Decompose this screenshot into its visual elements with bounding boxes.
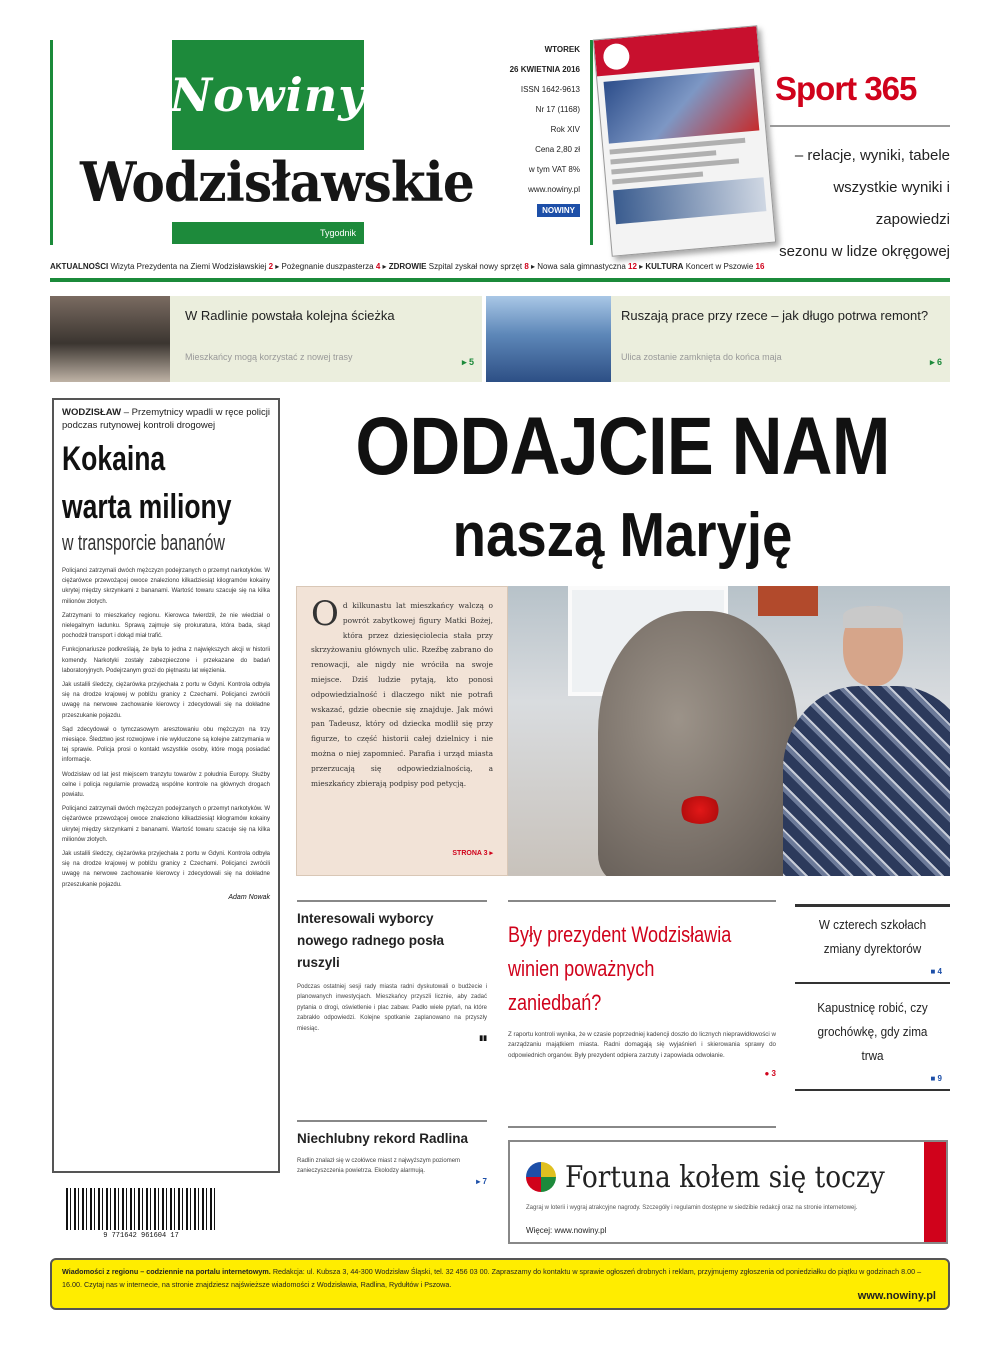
red-story-rule <box>508 900 776 902</box>
left-story-headline: Kokaina <box>62 440 166 478</box>
topic-item[interactable]: Pożegnanie duszpasterza <box>281 262 374 271</box>
red-story-headline: Były prezydent Wodzisławia <box>508 922 732 947</box>
sport-promo-rule <box>770 125 950 127</box>
ad-cta: Więcej: www.nowiny.pl <box>526 1226 607 1235</box>
paragraph: Jak ustalili śledczy, ciężarówka przyjechała z portu w Gdyni. Kontrola odbyła się na drodze krajowej w pobliżu granicy z Czechami. Policjanci zwrócili uwagę na nerwowe zachowanie kierowcy i zdecydowali się na dokładne przeszukanie pojazdu. <box>62 851 270 888</box>
mid-story-body: Podczas ostatniej sesji rady miasta radni dyskutowali o budżecie i planowanych inwestycjach. Mieszkańcy przyszli licznie, aby zadać pytania o drogi, oświetlenie i plac zabaw. Padło wiele pytań, na które zabrakło odpowiedzi. Kolejne spotkanie zaplanowano na przyszły miesiąc. <box>297 984 487 1032</box>
main-headline-second[interactable]: naszą Maryję <box>452 501 793 570</box>
paragraph: Wodzisław od lat jest miejscem tranzytu towarów z południa Europy. Służby celne i policja regularnie prowadzą wspólne kontrole na głównych drogach powiatu. <box>62 771 270 799</box>
teaser-page: ▸ 6 <box>929 357 942 367</box>
issue-badge: NOWINY <box>537 204 580 217</box>
fortuna-ad[interactable] <box>508 1140 948 1244</box>
masthead-green-rule <box>50 278 950 282</box>
topic-label: KULTURA <box>645 262 684 271</box>
paragraph: Policjanci zatrzymali dwóch mężczyzn podejrzanych o przemyt narkotyków. W ciężarówce przewożącej owoce znaleziono kilkadziesiąt kilogramów kokainy ukrytej między skrzynkami z bananami. Wartość towaru szacuje się na kilka milionów złotych. <box>62 806 270 843</box>
promo-cover-photo-small <box>613 177 766 224</box>
topic-page: 4 <box>375 262 381 271</box>
left-story-kicker <box>62 406 270 432</box>
fortuna-wheel-icon <box>526 1162 556 1192</box>
mid-story2-body: Radlin znalazł się w czołówce miast z najwyższym poziomem zanieczyszczenia powietrza. Ekolodzy alarmują. <box>297 1158 461 1175</box>
ad-text: Zagraj w loterii i wygraj atrakcyjne nagrody. Szczegóły i regulamin dostępne w siedzibie redakcji oraz na stronie internetowej. <box>526 1205 858 1211</box>
logo-wodzislawskie: Wodzisławskie <box>80 150 474 214</box>
topics-label: AKTUALNOŚCI <box>50 262 109 271</box>
barcode <box>66 1188 216 1230</box>
side-items <box>795 904 950 1097</box>
mid-story-headline: Interesowali wyborcy nowego radnego posła ruszyli <box>297 911 445 970</box>
footer-text-bold: Wiadomości z regionu – codziennie na portalu internetowym. <box>62 1267 271 1276</box>
sport-desc-line: wszystkie wyniki i zapowiedzi <box>833 179 950 228</box>
teaser-title: Ruszają prace przy rzece – jak długo potrwa remont? <box>621 308 929 323</box>
footer-text <box>62 1265 938 1292</box>
promo-cover-logo-icon <box>602 43 630 71</box>
paragraph: Policjanci zatrzymali dwóch mężczyzn podejrzanych o przemyt narkotyków. W ciężarówce przewożącej owoce znaleziono kilkadziesiąt kilogramów kokainy ukrytej między skrzynkami z bananami. Wartość towaru szacuje się na kilka milionów złotych. <box>62 568 270 605</box>
masthead-rule-mid <box>590 40 593 245</box>
issue-issn: ISSN 1642-9613 <box>520 85 580 94</box>
side-item-page: ■ 9 <box>930 1074 942 1083</box>
issue-number: Nr 17 (1168) <box>535 105 580 114</box>
issue-year: Rok XIV <box>550 125 580 134</box>
paragraph: Sąd zdecydował o tymczasowym aresztowaniu obu mężczyzn na trzy miesiące. Śledztwo jest rozwojowe i nie wykluczone są kolejne zatrzymania w tej sprawie. Policja prosi o kontakt wszystkie osoby, które mogą posiadać informacje. <box>62 726 270 764</box>
paragraph: Zatrzymani to mieszkańcy regionu. Kierowca twierdził, że nie wiedział o nielegalnym ładunku. Sprawą zajmuje się prokuratura, która bada, skąd pochodził transport i dokąd miał trafić. <box>62 612 270 640</box>
lead-body: d kilkunastu lat mieszkańcy walczą o powrót zabytkowej figury Matki Bożej, która przez dziesięciolecia stała przy skrzyżowaniu głównych ulic. Rzeźbę zabrano do renowacji, ale nigdy nie wróciła na swoje miejsce. Dziś ludzie pytają, kto ponosi odpowiedzialność i dlaczego nikt nie potrafi wskazać, gdzie obecnie się znajduje. Jak mówi pan Tadeusz, który od dziecka modlił się przy figurze, to część historii całej dzielnicy i nie można o niej zapomnieć. Parafia i urząd miasta przerzucają się odpowiedzialnością, a mieszkańcy zbierają podpisy pod petycją. <box>311 601 493 788</box>
topic-item[interactable]: Szpital zyskał nowy sprzęt <box>428 262 523 271</box>
teaser-card[interactable] <box>50 296 482 382</box>
issue-day: WTOREK <box>544 45 580 54</box>
teaser-subtitle: Ulica zostanie zamknięta do końca maja <box>621 352 782 362</box>
left-story-author: Adam Nowak <box>228 893 270 901</box>
main-story-lead[interactable] <box>296 586 508 876</box>
side-item-page: ■ 4 <box>930 967 942 976</box>
logo-nowiny: Nowiny <box>170 68 366 122</box>
paragraph: Funkcjonariusze podkreślają, że była to jedna z największych akcji w historii komendy. Narkotyki zostały zabezpieczone i przekazane do badań laboratoryjnych. Podejrzanym grozi do piętnastu lat więzienia. <box>62 647 270 674</box>
photo-man-shirt <box>783 686 950 876</box>
mid-story-end: ▮▮ <box>479 1035 487 1043</box>
topics-bar: AKTUALNOŚCI Wizyta Prezydenta na Ziemi Wodzisławskiej 2 ▸ Pożegnanie duszpasterza 4 ▸ ZDROWIE Szpital zyskał nowy sprzęt 8 ▸ Nowa sala gimnastyczna 12 ▸ KULTURA Koncert w Pszowie 16 <box>50 262 765 271</box>
topic-page: 2 <box>268 262 274 271</box>
photo-man <box>783 606 950 876</box>
issue-vat: w tym VAT 8% <box>528 165 580 174</box>
main-headline[interactable]: ODDAJCIE NAM <box>355 401 890 492</box>
sport-desc-line: – relacje, wyniki, tabele <box>794 147 950 164</box>
sport-promo-title[interactable]: Sport 365 <box>775 70 917 107</box>
footer-bar <box>50 1258 950 1310</box>
ad-stripe <box>924 1142 946 1242</box>
issue-web: www.nowiny.pl <box>528 185 580 194</box>
side-divider <box>795 1089 950 1091</box>
issue-price: Cena 2,80 zł <box>535 145 580 154</box>
red-story[interactable] <box>508 918 776 1078</box>
kicker-label: WODZISŁAW <box>62 407 122 418</box>
lead-dropcap: O <box>311 594 339 634</box>
logo-box <box>172 40 364 150</box>
teaser-photo <box>50 296 170 382</box>
mid-story[interactable] <box>297 908 487 1042</box>
footer-text-body: Redakcja: ul. Kubsza 3, 44-300 Wodzisław Śląski, tel. 32 456 03 00. Zapraszamy do kontaktu w sprawie ogłoszeń drobnych i reklam, przyjmujemy zgłoszenia od poniedziałku do piątku w godzinach 8.00 – 16.00. Czytaj nas w internecie, na stronie znajdziesz najświeższe wiadomości z Wodzisławia, Radlina, Rydułtów i Pszowa. <box>62 1267 922 1290</box>
photo-statue-base <box>598 611 798 876</box>
topic-item[interactable]: Wizyta Prezydenta na Ziemi Wodzisławskiej <box>110 262 267 271</box>
side-divider <box>795 982 950 984</box>
photo-flowers <box>678 796 722 824</box>
logo-subtitle: Tygodnik <box>172 222 364 244</box>
sport-desc-line: sezonu w lidze okręgowej <box>779 243 950 260</box>
mid-story-2[interactable] <box>297 1128 487 1186</box>
side-item[interactable]: Kapustnicę robić, czy grochówkę, gdy zima trwa <box>817 1000 928 1063</box>
topic-page: 12 <box>628 262 637 271</box>
red-story-headline: zaniedbań? <box>508 990 602 1015</box>
masthead-rule-left <box>50 40 53 245</box>
kicker-text: – Przemytnicy wpadli w ręce policji podczas rutynowej kontroli drogowej <box>62 407 270 431</box>
teaser-page: ▸ 5 <box>461 357 474 367</box>
red-story-headline: winien poważnych <box>508 956 655 981</box>
sport-promo-cover[interactable] <box>593 25 776 257</box>
footer-url[interactable]: www.nowiny.pl <box>857 1290 936 1302</box>
main-story-photo <box>508 586 950 876</box>
sport-promo-desc <box>770 140 950 268</box>
teaser-subtitle: Mieszkańcy mogą korzystać z nowej trasy <box>185 352 353 362</box>
mid-story2-page: ▸ 7 <box>476 1176 487 1186</box>
red-story-body: Z raportu kontroli wynika, że w czasie poprzedniej kadencji doszło do licznych nieprawidłowości w zarządzaniu majątkiem miasta. Radni domagają się wyjaśnień i skierowania sprawy do odpowiednich organów. Były prezydent odpiera zarzuty i zapowiada odwołanie. <box>508 1031 776 1059</box>
mid-story2-headline: Niechlubny rekord Radlina <box>297 1131 469 1146</box>
left-story-body <box>62 566 270 890</box>
left-story-subhead: w transporcie bananów <box>62 530 225 555</box>
photo-man-hair <box>843 606 903 628</box>
topic-label: ZDROWIE <box>388 262 427 271</box>
side-item[interactable]: W czterech szkołach zmiany dyrektorów <box>818 917 927 956</box>
issue-info <box>455 40 580 221</box>
topic-page: 16 <box>755 262 765 271</box>
left-story[interactable] <box>52 398 280 1173</box>
promo-cover-photo <box>604 69 760 144</box>
teaser-card[interactable] <box>486 296 950 382</box>
topic-item[interactable]: Koncert w Pszowie <box>685 262 754 271</box>
mid-story2-rule <box>297 1120 487 1122</box>
left-story-headline: warta miliony <box>62 488 232 526</box>
ad-rule <box>508 1126 776 1128</box>
promo-cover-text-lines <box>609 136 762 184</box>
paragraph: Jak ustalili śledczy, ciężarówka przyjechała z portu w Gdyni. Kontrola odbyła się na drodze krajowej w pobliżu granicy z Czechami. Policjanci zwrócili uwagę na nerwowe zachowanie kierowcy i zdecydowali się na dokładne przeszukanie pojazdu. <box>62 682 270 719</box>
topic-item[interactable]: Nowa sala gimnastyczna <box>537 262 626 271</box>
red-story-page: ● 3 <box>764 1069 776 1079</box>
promo-cover-header <box>594 26 760 76</box>
issue-date: 26 KWIETNIA 2016 <box>509 65 580 74</box>
teaser-photo <box>486 296 611 382</box>
lead-continue-link[interactable]: STRONA 3 ▸ <box>452 850 493 857</box>
ad-title: Fortuna kołem się toczy <box>565 1160 885 1195</box>
barcode-number: 9 771642 961604 17 <box>103 1232 179 1240</box>
teaser-title: W Radlinie powstała kolejna ścieżka <box>185 308 395 323</box>
mid-story-rule <box>297 900 487 902</box>
lead-text <box>311 594 493 791</box>
topic-page: 8 <box>524 262 529 271</box>
